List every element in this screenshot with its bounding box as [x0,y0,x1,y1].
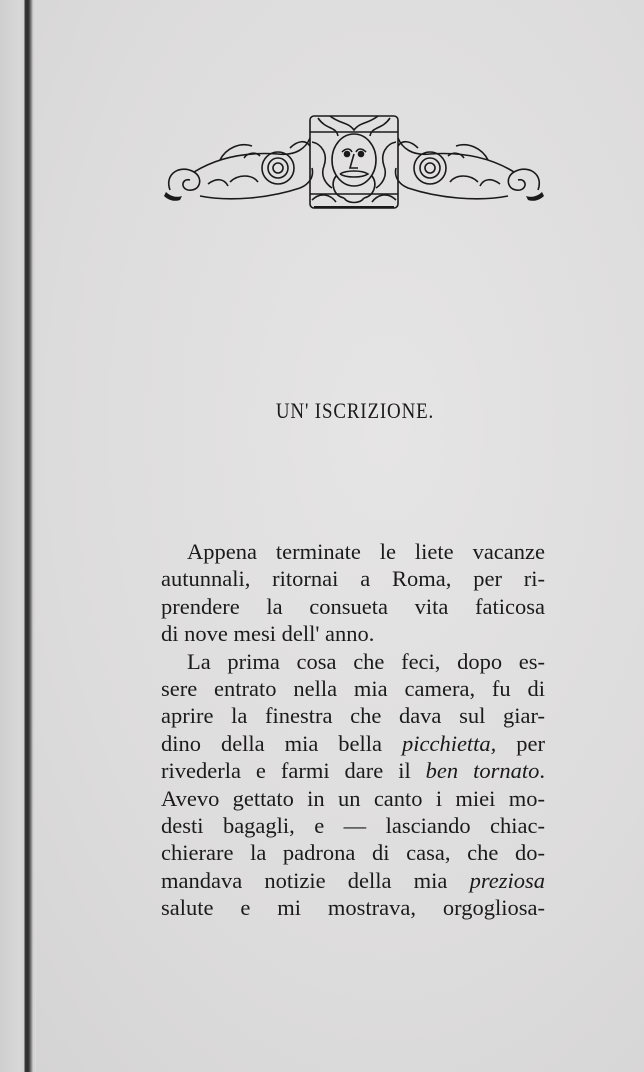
chapter-body [161,538,545,921]
text-line: chierare la padrona di casa, che do- [161,840,545,866]
text-line: di nove mesi dell' anno. [161,621,375,647]
text-line: aprire la finestra che dava sul giar- [161,703,545,729]
chapter-title: UN' ISCRIZIONE. [275,398,435,423]
italic-word: ben tornato [425,758,540,784]
text-line: La prima cosa che feci, dopo es- [187,648,545,674]
text-line: mandava notizie della mia preziosa [161,867,545,893]
italic-word: picchietta, [401,730,497,756]
text-line: prendere la consueta vita faticosa [161,593,545,619]
text-line: dino della mia bella picchietta, per [161,730,545,756]
text-line: Appena terminate le liete vacanze [187,539,545,564]
text-line: desti bagagli, e — lasciando chiac- [161,812,545,838]
page-binding-edge [0,0,36,1072]
text-line: autunnali, ritornai a Roma, per ri- [161,566,545,592]
text-line: salute e mi mostrava, orgogliosa- [161,895,545,921]
paragraph [161,648,545,922]
paragraph [161,538,545,648]
text-line: sere entrato nella mia camera, fu di [161,675,545,701]
italic-word: preziosa [469,867,545,893]
text-line: Avevo gettato in un canto i miei mo- [161,785,545,811]
headpiece-ornament-icon [160,112,548,214]
text-line: rivederla e farmi dare il ben tornato. [161,758,545,784]
